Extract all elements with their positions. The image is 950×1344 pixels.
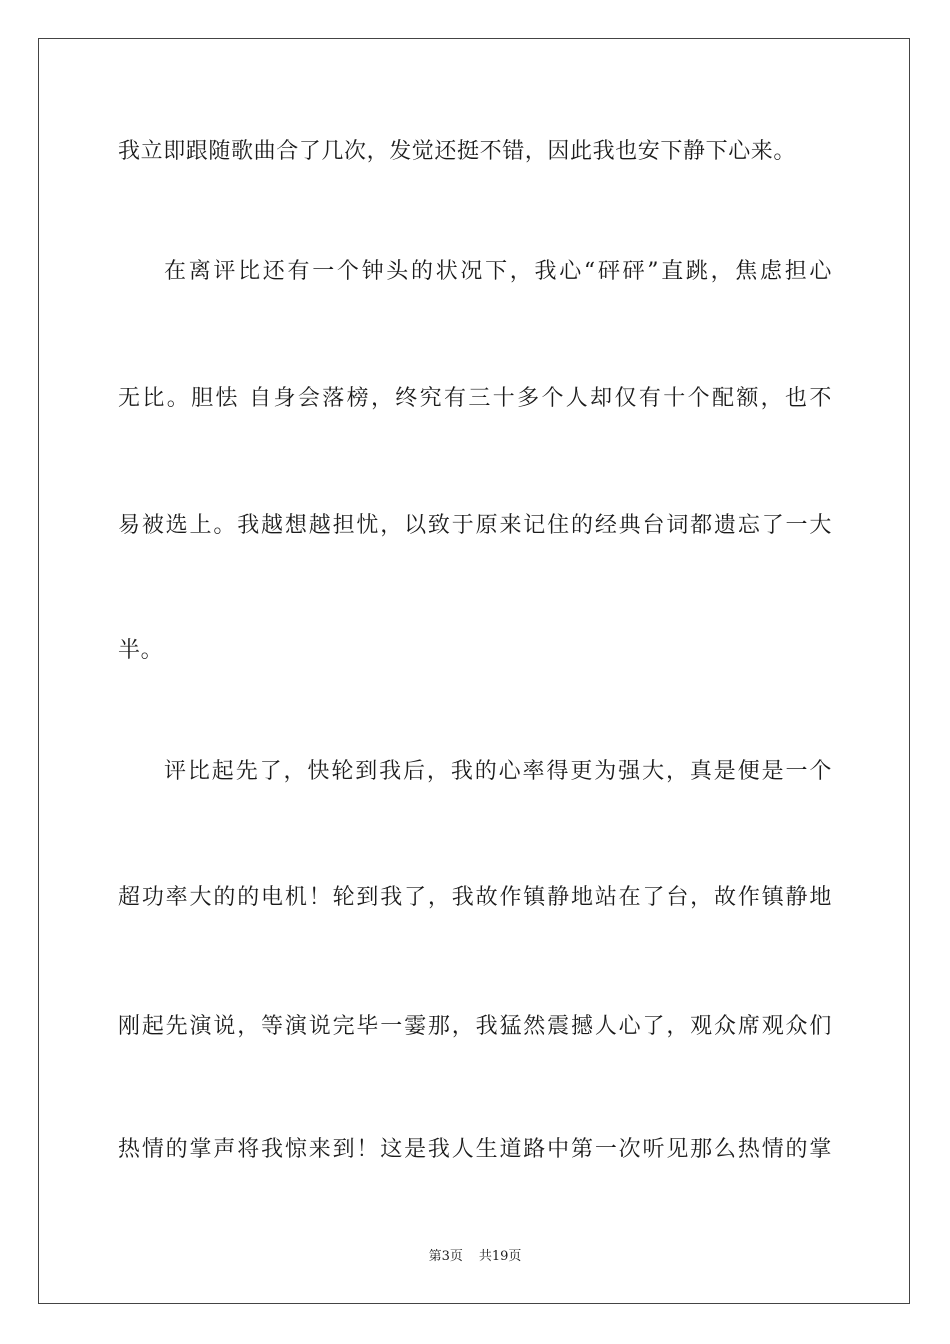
page-number: 第3页 (428, 1249, 463, 1264)
page-footer (0, 1248, 950, 1266)
paragraph-line: 在离评比还有一个钟头的状况下，我心“砰砰”直跳，焦虑担心 (164, 259, 832, 284)
paragraph-line: 无比。胆怯 自身会落榜，终究有三十多个人却仅有十个配额，也不 (118, 386, 832, 411)
page-border (38, 38, 910, 1304)
paragraph-line: 超功率大的的电机！轮到我了，我故作镇静地站在了台，故作镇静地 (118, 885, 832, 910)
paragraph-line: 我立即跟随歌曲合了几次，发觉还挺不错，因此我也安下静下心来。 (118, 139, 797, 164)
page-total: 共19页 (478, 1249, 522, 1264)
paragraph-line: 评比起先了，快轮到我后，我的心率得更为强大，真是便是一个 (164, 759, 832, 784)
paragraph-line: 易被选上。我越想越担忧，以致于原来记住的经典台词都遗忘了一大 (118, 513, 832, 538)
paragraph-line: 热情的掌声将我惊来到！这是我人生道路中第一次听见那么热情的掌 (118, 1137, 832, 1162)
paragraph-line: 刚起先演说，等演说完毕一霎那，我猛然震撼人心了，观众席观众们 (118, 1014, 832, 1039)
paragraph-line: 半。 (118, 638, 164, 663)
